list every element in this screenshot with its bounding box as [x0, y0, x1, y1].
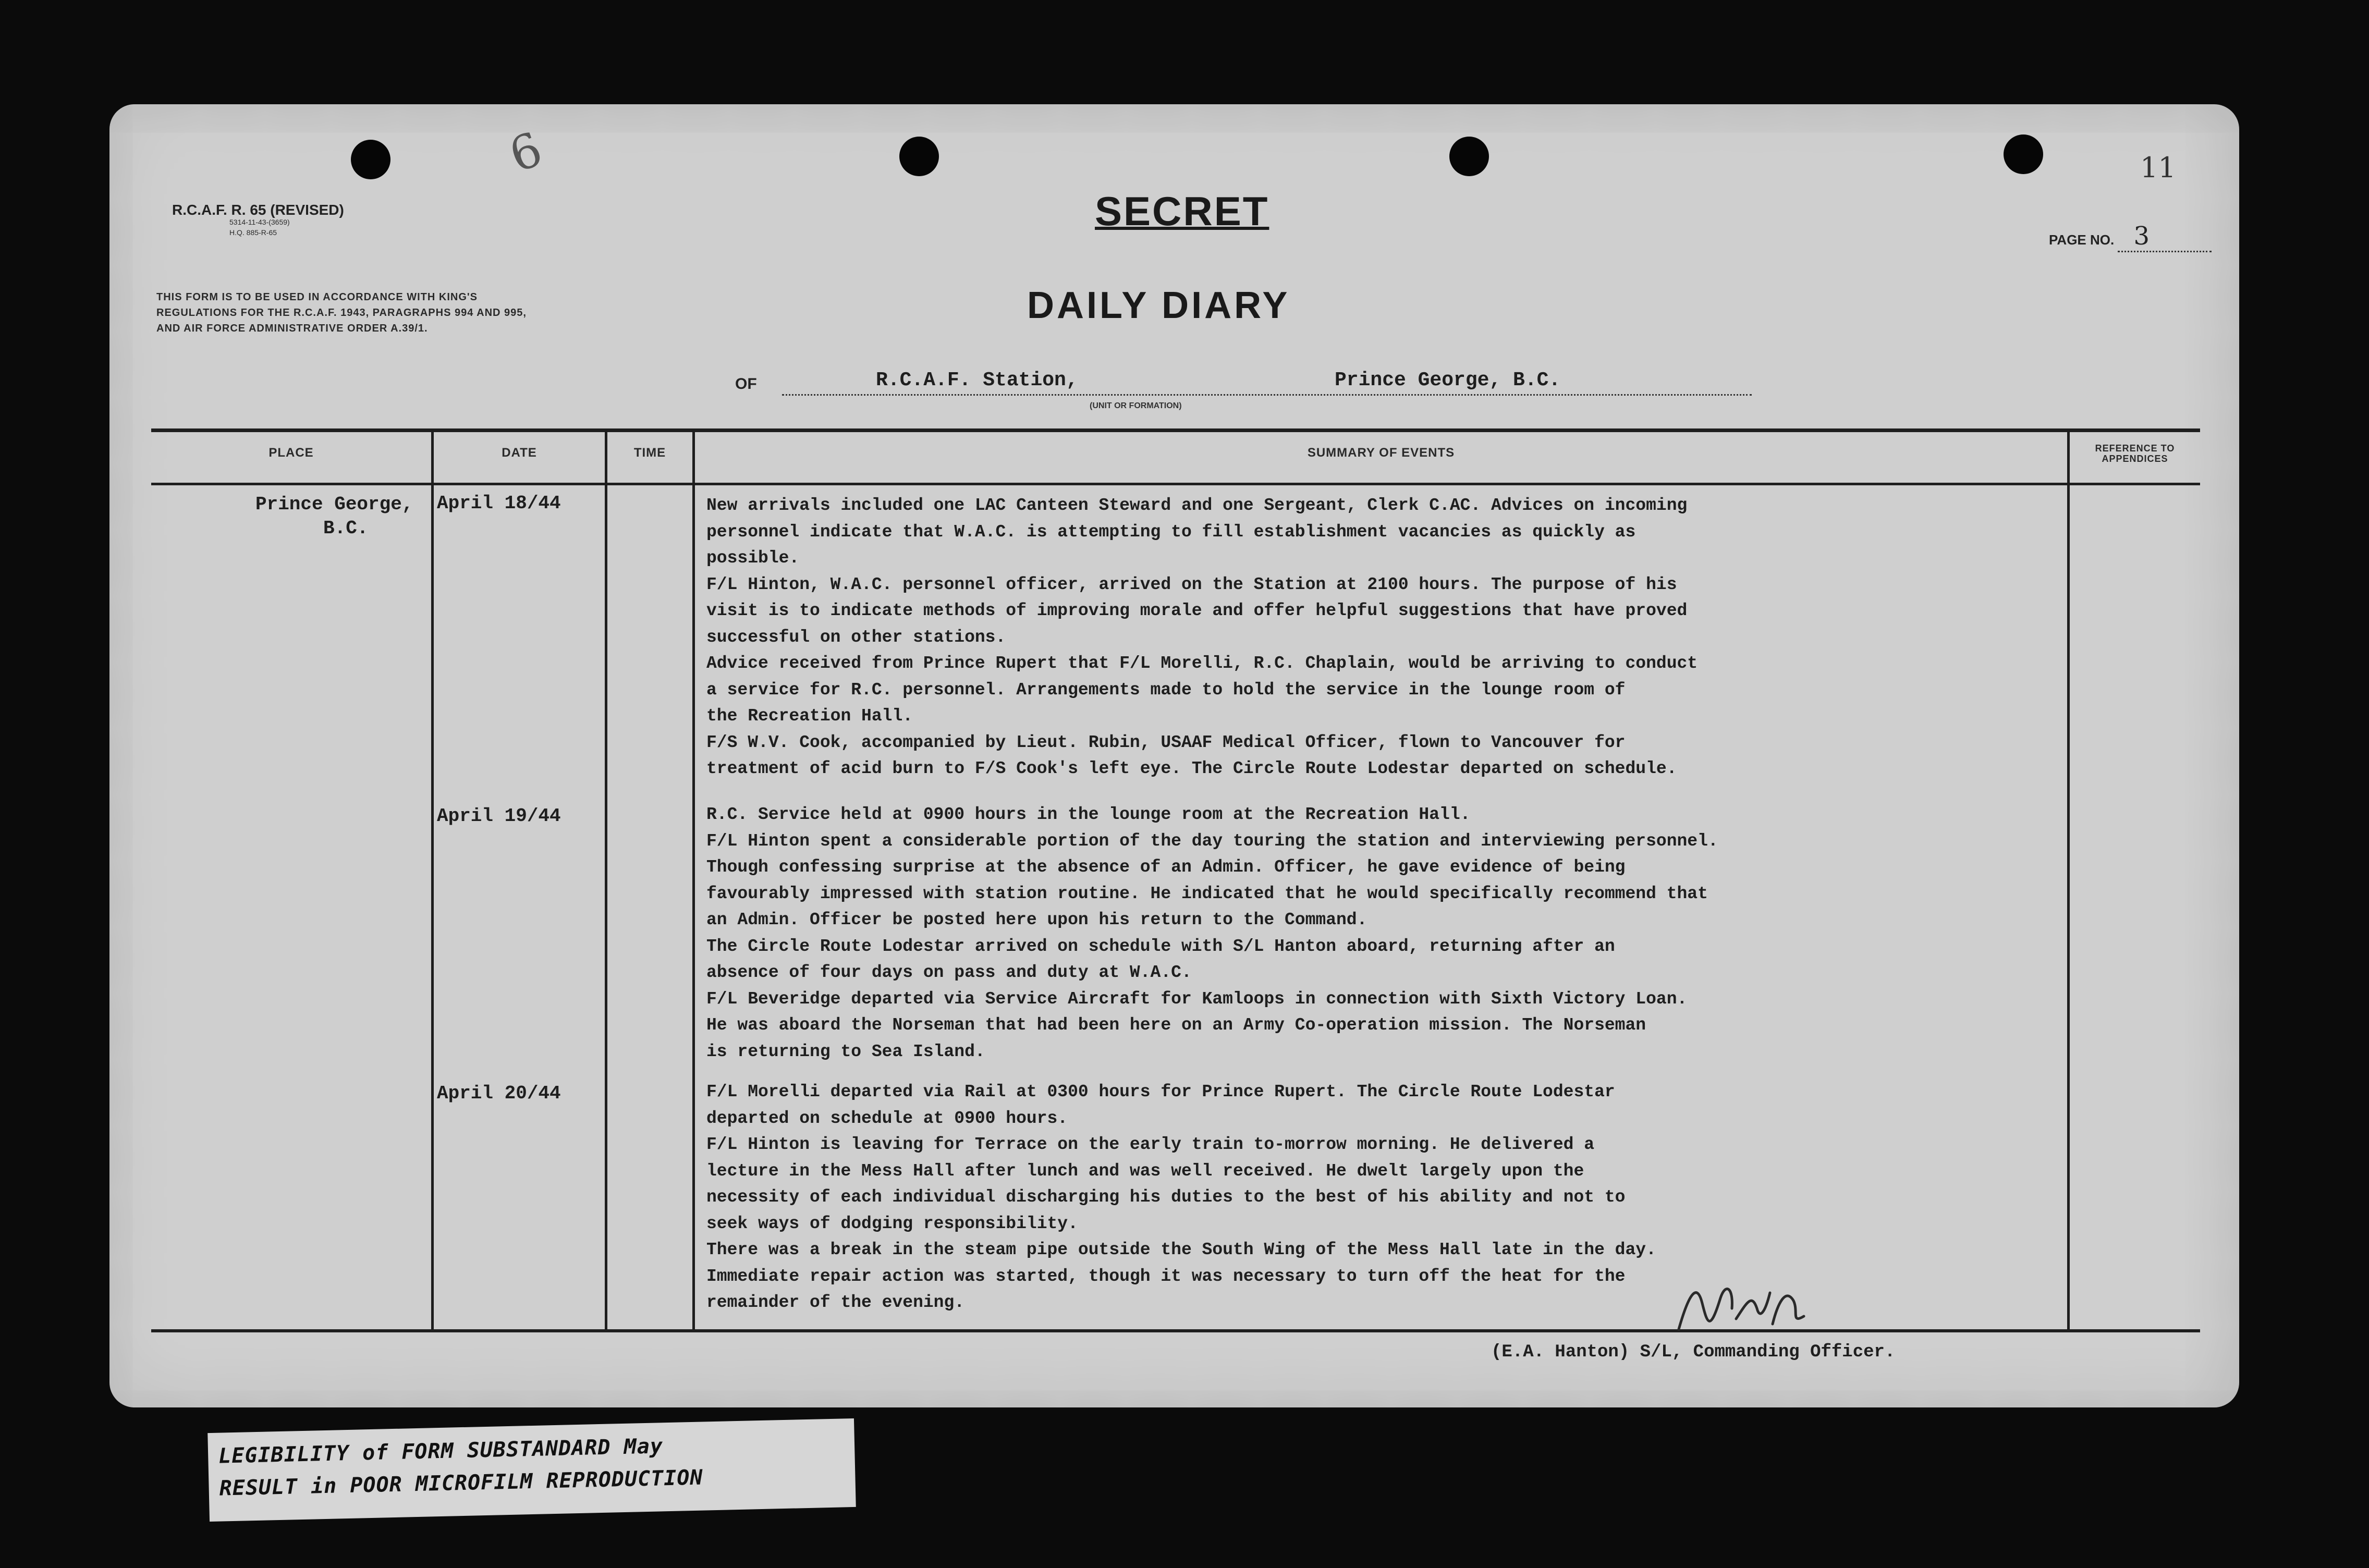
- form-code-sub1: 5314-11-43-(3659): [229, 218, 290, 226]
- summary-line: is returning to Sea Island.: [706, 1042, 985, 1061]
- place-line: B.C.: [323, 518, 369, 539]
- handwritten-signature: [1674, 1272, 1809, 1340]
- unit-value: R.C.A.F. Station,: [876, 369, 1078, 391]
- summary-line: possible.: [706, 548, 800, 568]
- place-line: Prince George,: [255, 494, 413, 515]
- of-label: OF: [735, 375, 757, 393]
- summary-line: a service for R.C. personnel. Arrangements made to hold the service in the lounge room of: [706, 680, 1626, 700]
- summary-line: He was aboard the Norseman that had been here on an Army Co-operation mission. The Norseman: [706, 1015, 1646, 1035]
- summary-entry: [706, 1079, 2067, 1316]
- handwritten-margin-mark: 6: [502, 121, 549, 183]
- summary-line: the Recreation Hall.: [706, 706, 913, 726]
- form-code-main: R.C.A.F. R. 65 (REVISED): [172, 202, 344, 218]
- summary-line: R.C. Service held at 0900 hours in the lounge room at the Recreation Hall.: [706, 805, 1471, 824]
- date-cell: April 20/44: [437, 1083, 561, 1104]
- summary-line: remainder of the evening.: [706, 1293, 965, 1312]
- punch-hole: [1449, 137, 1489, 176]
- column-divider: [2067, 428, 2070, 1331]
- table-rule: [151, 483, 2200, 485]
- summary-line: Though confessing surprise at the absence of an Admin. Officer, he gave evidence of being: [706, 858, 1626, 877]
- summary-line: F/L Hinton, W.A.C. personnel officer, arrived on the Station at 2100 hours. The purpose of his: [706, 574, 1677, 594]
- summary-line: treatment of acid burn to F/S Cook's left eye. The Circle Route Lodestar departed on schedule.: [706, 759, 1677, 778]
- punch-hole: [899, 137, 939, 176]
- date-cell: April 18/44: [437, 493, 561, 514]
- commanding-officer-signature-line: (E.A. Hanton) S/L, Commanding Officer.: [1491, 1342, 1896, 1362]
- form-instructions: THIS FORM IS TO BE USED IN ACCORDANCE WITH KING'S REGULATIONS FOR THE R.C.A.F. 1943, PARAGRAPHS 994 AND 995, AND AIR FORCE ADMINISTRATIVE ORDER A.39/1.: [156, 291, 527, 334]
- secret-heading: SECRET: [1095, 188, 1269, 234]
- summary-line: The Circle Route Lodestar arrived on schedule with S/L Hanton aboard, returning after an: [706, 936, 1615, 956]
- summary-line: F/S W.V. Cook, accompanied by Lieut. Rubin, USAAF Medical Officer, flown to Vancouver for: [706, 732, 1626, 752]
- column-header-time: TIME: [633, 446, 666, 460]
- column-header-place: PLACE: [268, 446, 314, 460]
- summary-line: F/L Hinton is leaving for Terrace on the early train to-morrow morning. He delivered a: [706, 1135, 1595, 1154]
- summary-line: F/L Hinton spent a considerable portion of the day touring the station and interviewing personnel.: [706, 831, 1718, 851]
- column-divider: [431, 428, 434, 1331]
- unit-caption: (UNIT OR FORMATION): [1090, 401, 1182, 410]
- column-divider: [692, 428, 695, 1331]
- summary-line: personnel indicate that W.A.C. is attempting to fill establishment vacancies as quickly as: [706, 522, 1636, 542]
- table-rule: [151, 1329, 2200, 1332]
- summary-line: New arrivals included one LAC Canteen Steward and one Sergeant, Clerk C.AC. Advices on incoming: [706, 496, 1688, 515]
- punch-hole: [351, 140, 390, 179]
- location-value: Prince George, B.C.: [1335, 369, 1561, 391]
- summary-line: seek ways of dodging responsibility.: [706, 1214, 1078, 1233]
- summary-line: absence of four days on pass and duty at W.A.C.: [706, 963, 1192, 982]
- summary-line: visit is to indicate methods of improving morale and offer helpful suggestions that have proved: [706, 601, 1688, 620]
- legibility-notice-line: LEGIBILITY of FORM SUBSTANDARD May: [218, 1434, 664, 1468]
- summary-entry: [706, 802, 2067, 1065]
- column-header-reference: REFERENCE TO APPENDICES: [2095, 443, 2175, 464]
- summary-entry: [706, 493, 2067, 782]
- legibility-notice-line: RESULT in POOR MICROFILM REPRODUCTION: [219, 1465, 703, 1501]
- page-number: [2049, 222, 2212, 252]
- handwritten-corner-mark: 11: [2140, 151, 2176, 184]
- page-number-value: 3: [2118, 222, 2212, 252]
- column-divider: [605, 428, 607, 1331]
- form-code: [172, 203, 344, 238]
- summary-line: successful on other stations.: [706, 627, 1006, 647]
- summary-line: Immediate repair action was started, though it was necessary to turn off the heat for the: [706, 1266, 1626, 1286]
- column-header-date: DATE: [502, 446, 537, 460]
- summary-line: F/L Morelli departed via Rail at 0300 hours for Prince Rupert. The Circle Route Lodestar: [706, 1082, 1615, 1101]
- diary-sheet: [109, 104, 2239, 1407]
- summary-line: F/L Beveridge departed via Service Aircraft for Kamloops in connection with Sixth Victory Loan.: [706, 989, 1688, 1009]
- unit-field: [782, 365, 1752, 396]
- column-header-summary: SUMMARY OF EVENTS: [1307, 446, 1455, 460]
- page-title: DAILY DIARY: [1027, 285, 1290, 326]
- summary-line: an Admin. Officer be posted here upon his return to the Command.: [706, 910, 1367, 929]
- form-code-sub2: H.Q. 885-R-65: [229, 228, 277, 237]
- summary-line: There was a break in the steam pipe outside the South Wing of the Mess Hall late in the day.: [706, 1240, 1656, 1259]
- summary-line: lecture in the Mess Hall after lunch and was well received. He dwelt largely upon the: [706, 1161, 1584, 1181]
- summary-line: favourably impressed with station routine. He indicated that he would specifically recommend that: [706, 884, 1708, 903]
- table-rule: [151, 428, 2200, 432]
- punch-hole: [2004, 134, 2043, 174]
- place-cell: [255, 493, 433, 541]
- summary-line: Advice received from Prince Rupert that F/L Morelli, R.C. Chaplain, would be arriving to conduct: [706, 654, 1698, 673]
- date-cell: April 19/44: [437, 805, 561, 827]
- summary-line: necessity of each individual discharging his duties to the best of his ability and not to: [706, 1187, 1626, 1207]
- page-number-label: PAGE NO.: [2049, 232, 2115, 248]
- legibility-notice: [207, 1418, 856, 1522]
- summary-line: departed on schedule at 0900 hours.: [706, 1108, 1068, 1128]
